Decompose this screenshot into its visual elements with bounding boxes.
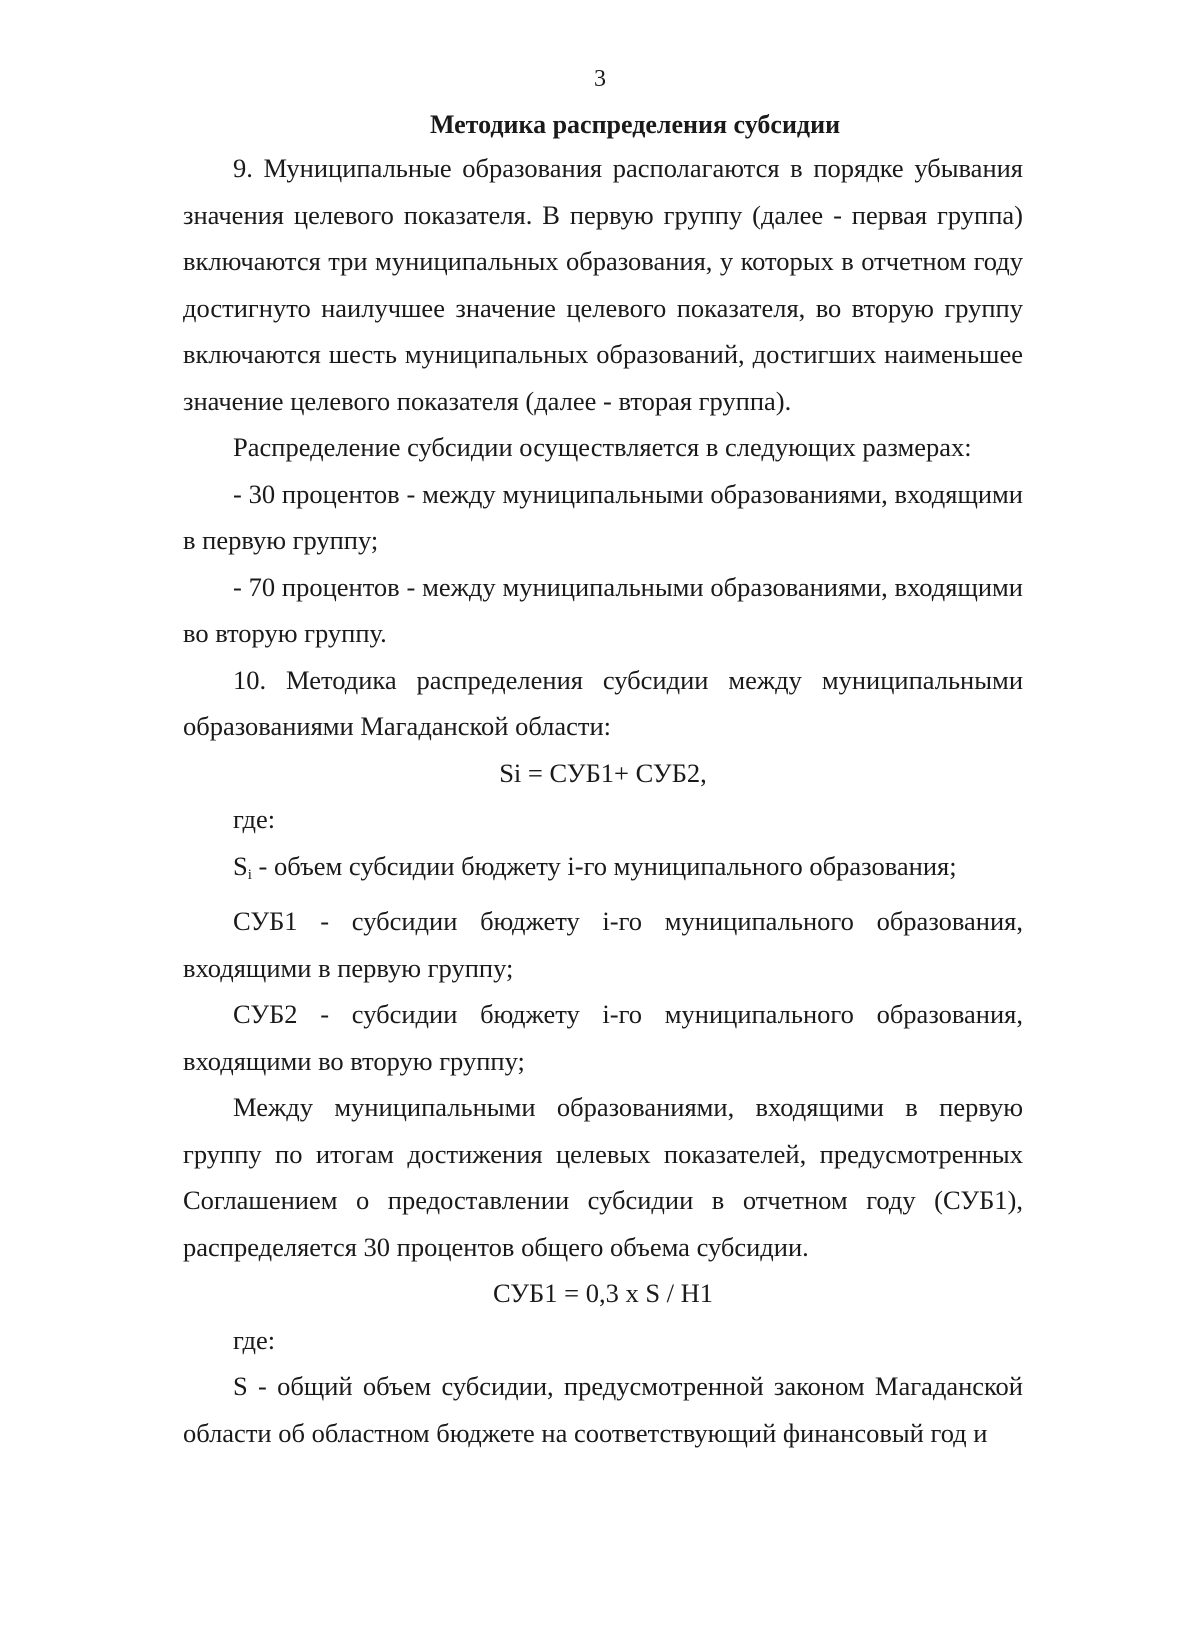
document-body: [183, 145, 1023, 1270]
where-label-2: где:: [233, 1324, 276, 1355]
document-body-continued: [183, 1270, 1023, 1456]
formula-si: Si = СУБ1+ СУБ2,: [499, 757, 707, 788]
paragraph-between-first-group: Между муниципальными образованиями, входящими в первую группу по итогам достижения целевых показателей, предусмотренных Соглашением о предоставлении субсидии в отчетном году (СУБ1), распределяется 30 процентов общего объема субсидии.: [183, 1092, 1023, 1262]
formula-sub1: СУБ1 = 0,3 x S / Н1: [492, 1278, 714, 1308]
definition-sub1: СУБ1 - субсидии бюджету i-го муниципального образования, входящими в первую группу;: [183, 906, 1023, 983]
si-symbol: S: [233, 850, 248, 881]
paragraph-9: 9. Муниципальные образования располагаются в порядке убывания значения целевого показателя. В первую группу (далее - первая группа) включаются три муниципальных образования, у которых в отчетном году достигнуто наилучшее значение целевого показателя, во вторую группу включаются шесть муниципальных образований, достигших наименьшее значение целевого показателя (далее - вторая группа).: [183, 153, 1023, 416]
definition-s: S - общий объем субсидии, предусмотренной законом Магаданской области об областном бюджете на соответствующий финансовый год и: [183, 1371, 1023, 1448]
si-subscript: i: [247, 866, 252, 883]
definition-si: [183, 843, 1023, 899]
document-title: Методика распределения субсидии: [429, 110, 841, 139]
paragraph-distribution: Распределение субсидии осуществляется в следующих размерах:: [233, 432, 972, 462]
list-item-70-percent: - 70 процентов - между муниципальными образованиями, входящими во вторую группу.: [183, 571, 1023, 648]
page-number: 3: [594, 66, 606, 92]
where-label-1: где:: [233, 804, 276, 834]
paragraph-10: 10. Методика распределения субсидии между муниципальными образованиями Магаданской области:: [183, 664, 1023, 741]
list-item-30-percent: - 30 процентов - между муниципальными образованиями, входящими в первую группу;: [183, 478, 1023, 555]
definition-sub2: СУБ2 - субсидии бюджету i-го муниципального образования, входящими во вторую группу;: [183, 999, 1023, 1076]
si-description: - объем субсидии бюджету i-го муниципального образования;: [251, 850, 957, 881]
